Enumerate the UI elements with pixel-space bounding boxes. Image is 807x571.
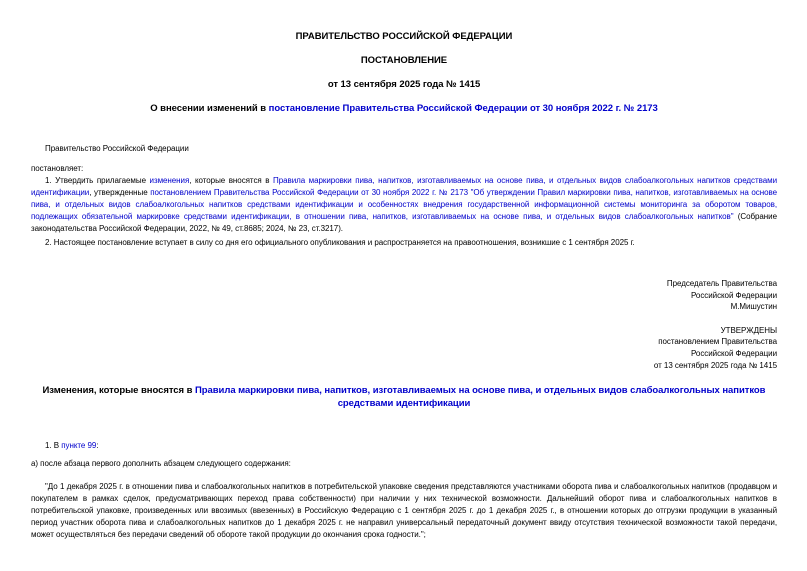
item1-text-3: , утвержденные bbox=[89, 188, 151, 197]
item1-link-rules[interactable]: Правила маркировки пива, напитков, изготавливаемых на основе пива, и отдельных видов слабоалкогольных напитков средствами идентификации bbox=[31, 176, 777, 197]
amendment-link-clause-99[interactable]: пункте 99 bbox=[61, 441, 97, 451]
paragraph-item-2: 2. Настоящее постановление вступает в силу со дня его официального опубликования и распространяется на правоотношения, возникшие с 1 сентября 2025 г. bbox=[45, 238, 635, 247]
signature-block bbox=[31, 278, 777, 313]
approval-line-federation: Российской Федерации bbox=[691, 348, 777, 358]
amendment-item1-prefix: 1. В bbox=[45, 441, 62, 451]
doc-title bbox=[31, 102, 777, 115]
approval-line-approved: УТВЕРЖДЕНЫ bbox=[720, 325, 777, 335]
doc-authority: ПРАВИТЕЛЬСТВО РОССИЙСКОЙ ФЕДЕРАЦИИ bbox=[295, 31, 513, 42]
doc-date-number: от 13 сентября 2025 года № 1415 bbox=[327, 79, 481, 90]
paragraph-item-1 bbox=[31, 175, 777, 235]
item1-text-2: , которые вносятся в bbox=[189, 176, 273, 185]
preamble-intro: Правительство Российской Федерации bbox=[45, 144, 189, 153]
changes-heading-link-rules[interactable]: Правила маркировки пива, напитков, изготавливаемых на основе пива, и отдельных видов слабоалкогольных напитков средствами идентификации bbox=[195, 385, 766, 410]
amendment-item-1a: а) после абзаца первого дополнить абзацем следующего содержания: bbox=[31, 459, 291, 469]
amendment-item-1 bbox=[31, 440, 777, 452]
changes-heading-prefix: Изменения, которые вносятся в bbox=[42, 385, 195, 397]
signature-line-title-2: Российской Федерации bbox=[691, 290, 777, 300]
item1-text-1: 1. Утвердить прилагаемые bbox=[45, 176, 150, 185]
doc-type: ПОСТАНОВЛЕНИЕ bbox=[360, 55, 448, 66]
approval-line-date-number: от 13 сентября 2025 года № 1415 bbox=[653, 360, 777, 370]
signature-line-name: М.Мишустин bbox=[730, 302, 777, 312]
doc-title-link[interactable]: постановление Правительства Российской Федерации от 30 ноября 2022 г. № 2173 bbox=[268, 103, 658, 114]
doc-title-prefix: О внесении изменений в bbox=[150, 103, 269, 114]
approval-block bbox=[31, 325, 777, 371]
changes-heading bbox=[31, 384, 777, 410]
signature-line-title-1: Председатель Правительства bbox=[666, 279, 777, 288]
item1-link-changes[interactable]: изменения bbox=[149, 176, 190, 185]
item1-text-4: (Собрание законодательства Российской Федерации, 2022, № 49, ст.8685; 2024, № 23, ст.3217). bbox=[31, 212, 777, 233]
amendment-item1-suffix: : bbox=[96, 441, 99, 451]
item1-link-resolution-2173[interactable]: постановлением Правительства Российской Федерации от 30 ноября 2022 г. № 2173 "Об утверждении Правил маркировки пива, напитков, изготавливаемых на основе пива, и отдельных видов слабоалкогольных напитков средствами идентификации и особенностях внедрения государственной информационной системы мониторинга за оборотом товаров, подлежащих обязательной маркировке средствами идентификации, в отношении пива, напитков, изготавливаемых на основе пива, и отдельных видов слабоалкогольных напитков" bbox=[31, 188, 777, 221]
preamble-resolves: постановляет: bbox=[31, 164, 84, 173]
approval-line-by: постановлением Правительства bbox=[658, 337, 777, 347]
amendment-quote-paragraph: "До 1 декабря 2025 г. в отношении пива и слабоалкогольных напитков в потребительской упаковке сведения представляются участниками оборота пива и слабоалкогольных напитков (продавцом и покупателем в рамках сделок, предусматривающих переход права собственности) при наличии у них технической возможности. Дальнейший оборот пива и слабоалкогольных напитков в потребительской упаковке, произведенных или ввозимых (ввезенных) в Российскую Федерацию с 1 сентября 2025 г. до 1 декабря 2025 г., в отношении которых до отгрузки продукции в указанный период участник оборота пива и слабоалкогольных напитков до 1 декабря 2025 г. не направил универсальный передаточный документ ввиду отсутствия технической возможности такой передачи, может осуществляться без передачи сведений об обороте такой продукции до окончания срока годности."; bbox=[31, 482, 777, 540]
